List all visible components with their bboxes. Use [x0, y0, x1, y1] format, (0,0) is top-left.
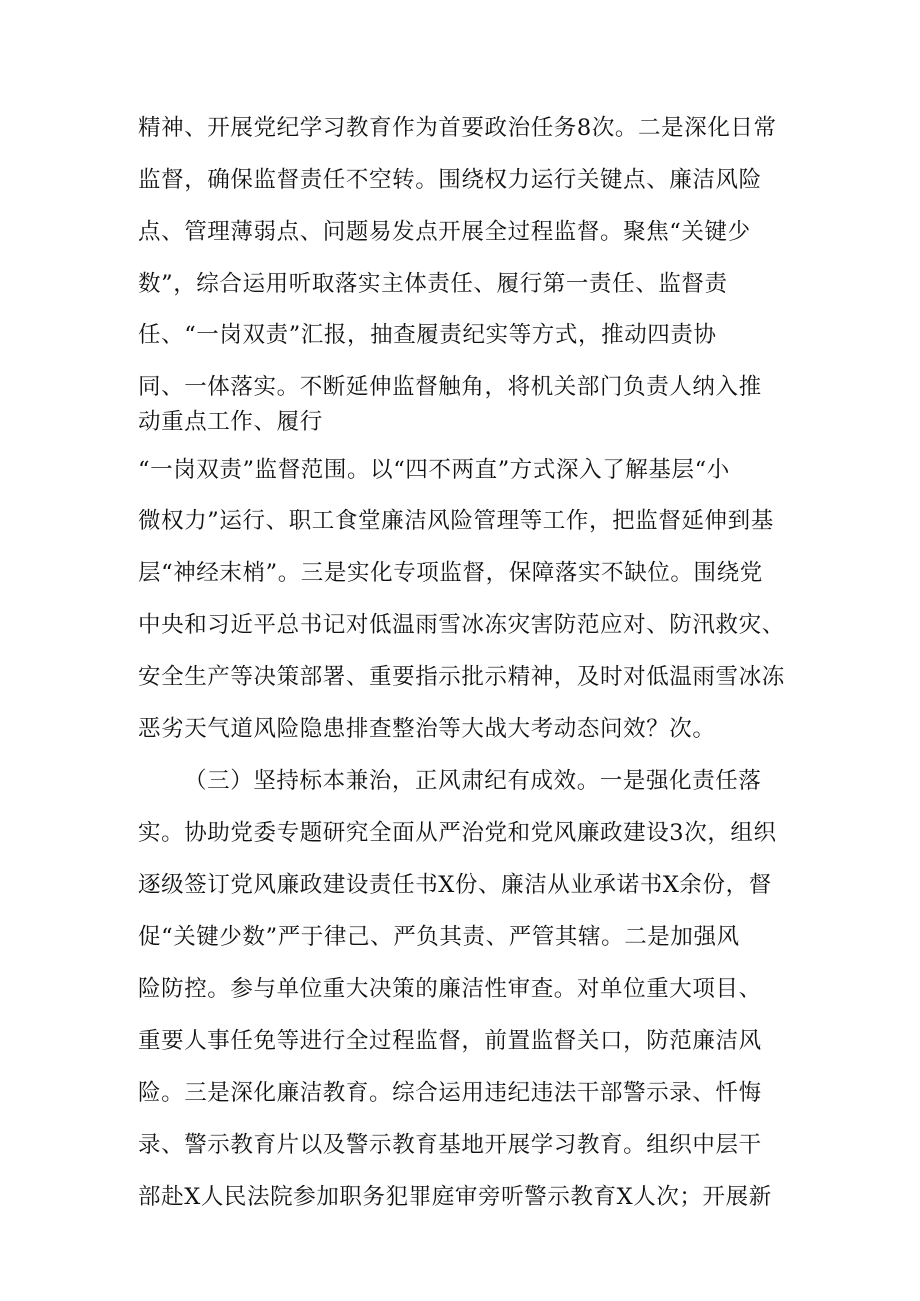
text-line: 逐级签订党风廉政建设责任书X份、廉洁从业承诺书X余份，督	[138, 872, 772, 898]
text-line: 实。协助党委专题研究全面从严治党和党风廉政建设3次，组织	[138, 820, 777, 846]
text-line: 促“关键少数”严于律己、严负其责、严管其辖。二是加强风	[138, 924, 740, 950]
text-line: 精神、开展党纪学习教育作为首要政治任务8次。二是深化日常	[138, 115, 777, 141]
text-line: 险。三是深化廉洁教育。综合运用违纪违法干部警示录、忏悔	[138, 1080, 762, 1106]
text-line: 险防控。参与单位重大决策的廉洁性审查。对单位重大项目、	[138, 976, 762, 1002]
text-line: 点、管理薄弱点、问题易发点开展全过程监督。聚焦“关键少	[138, 219, 751, 245]
text-line: 安全生产等决策部署、重要指示批示精神，及时对低温雨雪冰冻	[138, 664, 785, 690]
text-line: 恶劣天气道风险隐患排查整治等大战大考动态问效？次。	[138, 716, 716, 742]
text-line: 中央和习近平总书记对低温雨雪冰冻灾害防范应对、防汛救灾、	[138, 612, 785, 638]
text-line: 监督，确保监督责任不空转。围绕权力运行关键点、廉洁风险	[138, 167, 762, 193]
text-line: 层“神经末梢”。三是实化专项监督，保障落实不缺位。围绕党	[138, 560, 763, 586]
paragraph-heading-line: （三）坚持标本兼治，正风肃纪有成效。一是强化责任落	[184, 768, 762, 794]
text-line: 微权力”运行、职工食堂廉洁风险管理等工作，把监督延伸到基	[138, 508, 774, 534]
text-line: 重要人事任免等进行全过程监督，前置监督关口，防范廉洁风	[138, 1028, 762, 1054]
text-line: 数”，综合运用听取落实主体责任、履行第一责任、监督责	[138, 271, 728, 297]
text-line: “一岗双责”监督范围。以“四不两直”方式深入了解基层“小	[138, 457, 730, 483]
text-line: 任、“一岗双责”汇报，抽查履责纪实等方式，推动四责协	[138, 322, 717, 348]
text-line: 部赴X人民法院参加职务犯罪庭审旁听警示教育X人次；开展新	[138, 1184, 772, 1210]
text-line: 动重点工作、履行	[138, 409, 323, 435]
text-line: 录、警示教育片以及警示教育基地开展学习教育。组织中层干	[138, 1132, 762, 1158]
text-line: 同、一体落实。不断延伸监督触角，将机关部门负责人纳入推	[138, 374, 762, 400]
